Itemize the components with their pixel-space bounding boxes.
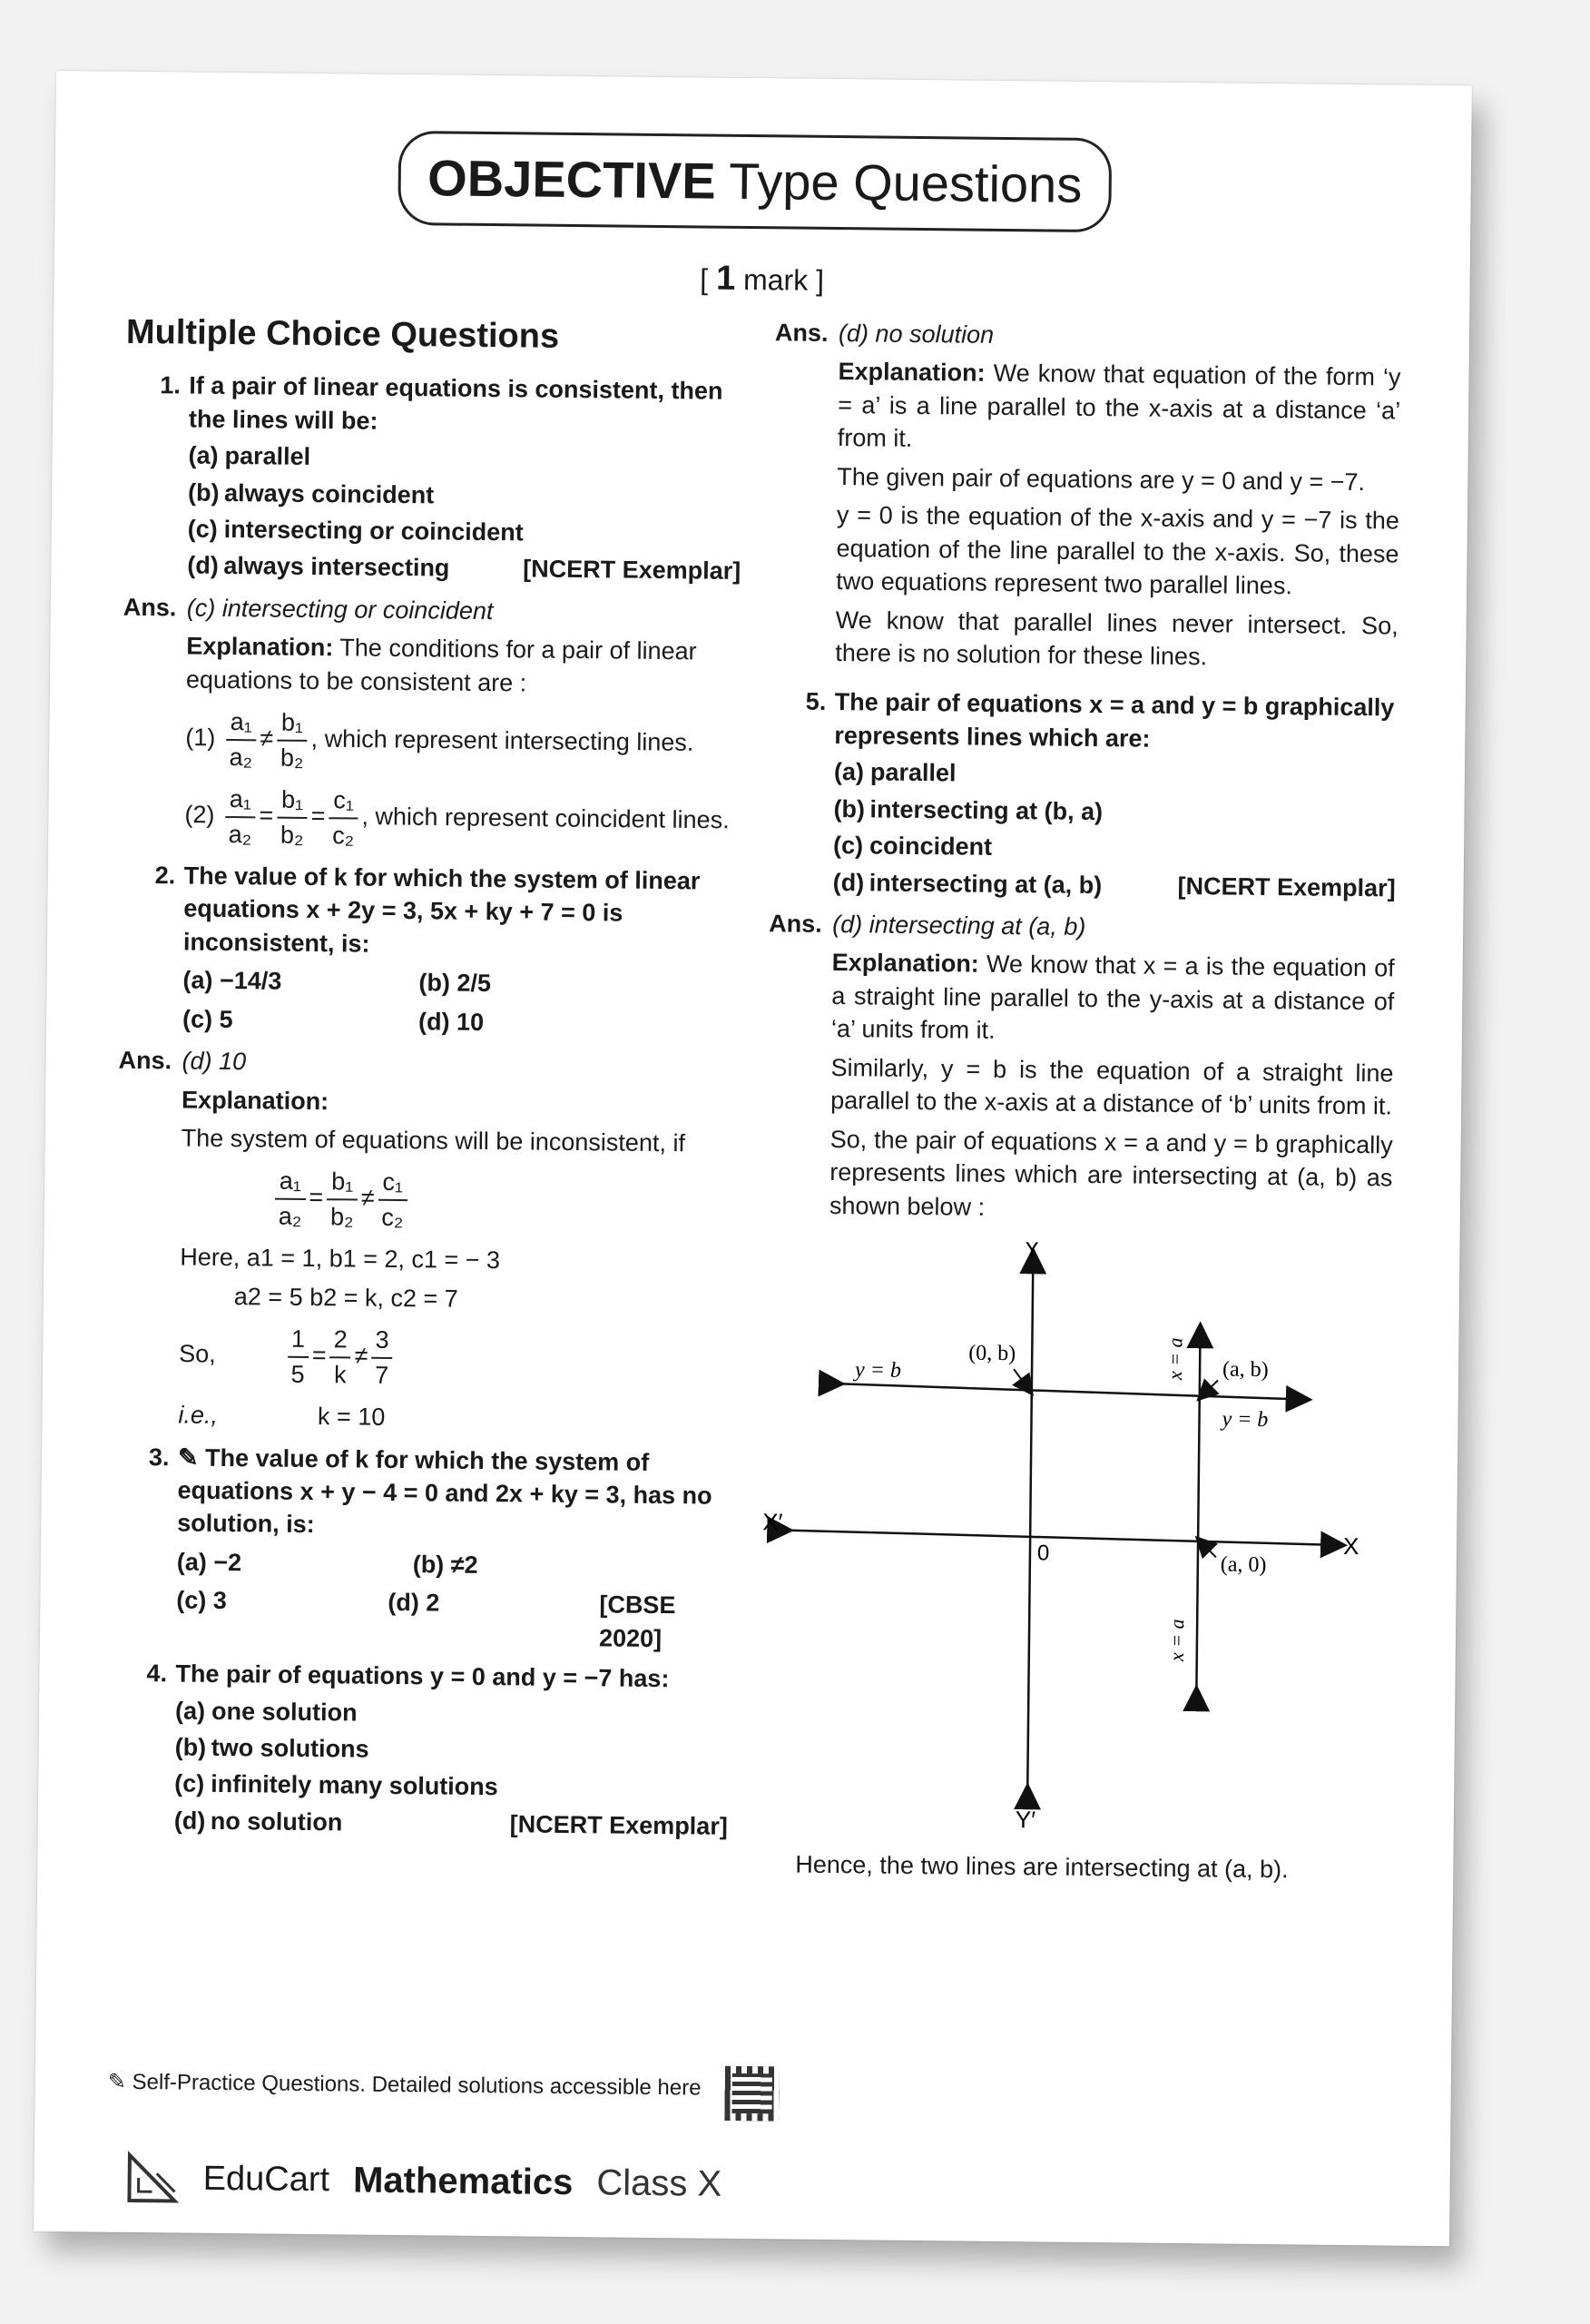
q4-option-a: (a) one solution (174, 1697, 358, 1727)
self-practice-icon: ✎ (177, 1443, 206, 1472)
label-ab: (a, b) (1222, 1357, 1269, 1383)
left-column (111, 310, 744, 1846)
explanation-5: Explanation: We know that x = a is the equation of a straight line parallel to the y-axis at a distance of ‘a’ units from it. (830, 949, 1395, 1045)
question-text: If a pair of linear equations is consistent, then the lines will be: (188, 371, 723, 435)
label-x-right: X (1342, 1531, 1359, 1561)
label-y-top: Y (1024, 1239, 1040, 1263)
q5-para-2: So, the pair of equations x = a and y = b graphically represents lines which are intersecting at (a, b) as shown below : (829, 1125, 1393, 1221)
here-values-1: Here, a1 = 1, b1 = 2, c1 = − 3 (180, 1243, 501, 1275)
explanation-1: Explanation: The conditions for a pair of linear equations to be consistent are : (185, 632, 697, 697)
answer-2: Ans. (d) 10 (118, 1046, 247, 1076)
answer-4: Ans. (d) no solution (774, 319, 995, 349)
condition-1: (1) $\frac{\text{a₁}}{\text{a₂}}$ ≠ $\frac{\text{b₁}}{\text{b₂}}$ , which represent intersecting lines. (185, 705, 740, 779)
explanation-2-text: The system of equations will be inconsistent, if (181, 1124, 686, 1157)
label-a0: (a, 0) (1220, 1552, 1267, 1577)
header-title-bold: OBJECTIVE (427, 149, 716, 210)
explanation-4: Explanation: We know that equation of the form ‘y = a’ is a line parallel to the x-axis at a distance ‘a’ from it. (837, 358, 1401, 453)
footnote: ✎ Self-Practice Questions. Detailed solutions accessible here (107, 2069, 702, 2101)
question-2: 2. The value of k for which the system of linear equations x + 2y = 3, 5x + ky + 7 = 0 is inconsistent, is: (154, 862, 701, 958)
label-yb-left: y = b (854, 1358, 902, 1383)
here-values-2: a2 = 5 b2 = k, c2 = 7 (233, 1282, 458, 1313)
marks-number: 1 (715, 259, 736, 298)
label-xa-top: x = a (1163, 1337, 1187, 1381)
q4-option-c: (c) infinitely many solutions (174, 1769, 498, 1801)
q4-para-3: We know that parallel lines never intersect. So, there is no solution for these lines. (835, 606, 1399, 671)
footer-class: Class X (596, 2162, 722, 2204)
explanation-2: Explanation: (181, 1086, 329, 1115)
option-c: (c) intersecting or coincident (187, 515, 524, 547)
page-footer (124, 2151, 721, 2211)
worksheet-page (34, 71, 1472, 2246)
option-b: (b) always coincident (187, 478, 435, 508)
q5-option-d: (d) intersecting at (a, b) [NCERT Exemplar] (832, 868, 1396, 902)
option-a: (a) parallel (188, 441, 311, 471)
label-x-left: X′ (762, 1508, 783, 1536)
q4-option-d: (d) no solution [NCERT Exemplar] (173, 1807, 728, 1840)
question-4: 4. The pair of equations y = 0 and y = −7 has: (146, 1659, 670, 1693)
label-y-bottom: Y′ (1015, 1806, 1036, 1834)
condition-2: (2) $\frac{\text{a₁}}{\text{a₂}}$ = $\frac{\text{b₁}}{\text{b₂}}$ = $\frac{\text{c₁}}{\text{c₂}}$ , which represent coincident lines. (184, 783, 739, 856)
x-axis (780, 1530, 1334, 1544)
section-title: Multiple Choice Questions (125, 312, 560, 356)
pointer-a0 (1202, 1543, 1216, 1557)
question-3: 3. ✎ The value of k for which the system of equations x + y − 4 = 0 and 2x + ky = 3, has no solution, is: (148, 1443, 712, 1539)
pointer-ab (1204, 1380, 1218, 1393)
footer-subject: Mathematics (352, 2160, 574, 2202)
inconsistency-condition: $\frac{\text{a₁}}{\text{a₂}}$ = $\frac{\text{b₁}}{\text{b₂}}$ ≠ $\frac{\text{c₁}}{\text{c₂}}$ (271, 1165, 735, 1237)
coordinate-graph (760, 1239, 1392, 1845)
educart-logo-icon (124, 2151, 180, 2206)
label-0b: (0, b) (968, 1341, 1016, 1366)
answer-5: Ans. (d) intersecting at (a, b) (769, 910, 1086, 940)
section-header (398, 131, 1112, 232)
q4-option-b: (b) two solutions (174, 1733, 369, 1763)
q2-options-ab: (a) −14/3 (b) 2/5 (182, 966, 492, 998)
pointer-0b (1014, 1369, 1027, 1387)
line-x-equals-a (1196, 1334, 1200, 1698)
q5-option-b: (b) intersecting at (b, a) (833, 794, 1104, 825)
qr-code (724, 2066, 780, 2122)
option-d: (d) always intersecting [NCERT Exemplar] (187, 549, 741, 588)
answer-1: Ans. (c) intersecting or coincident (123, 593, 494, 625)
graph-svg (760, 1239, 1392, 1845)
q5-option-a: (a) parallel (833, 758, 957, 787)
marks-indicator: [ 1 mark ] (700, 259, 825, 298)
y-axis (1027, 1260, 1033, 1796)
label-yb-right: y = b (1222, 1407, 1269, 1433)
brand-name: EduCart (202, 2159, 330, 2199)
question-number: 1. (160, 371, 182, 399)
ie-step: i.e., k = 10 (178, 1401, 386, 1431)
header-title-rest: Type Questions (728, 152, 1083, 213)
q5-conclusion: Hence, the two lines are intersecting at (a, b). (795, 1850, 1289, 1884)
q5-para-1: Similarly, y = b is the equation of a straight line parallel to the x-axis at a distance of ‘b’ units from it. (830, 1053, 1394, 1120)
q4-para-1: The given pair of equations are y = 0 and y = −7. (837, 462, 1366, 496)
label-xa-bottom: x = a (1164, 1619, 1189, 1662)
marks-word: mark (742, 262, 809, 297)
source-tag: [NCERT Exemplar] (523, 555, 741, 586)
right-column (759, 316, 1401, 1887)
so-step: So, $\frac{1}{5}$ = $\frac{2}{k}$ ≠ $\frac{3}{7}$ (179, 1322, 733, 1395)
q5-option-c: (c) coincident (832, 832, 993, 861)
q3-options-ab: (a) −2 (b) ≠2 (176, 1548, 478, 1579)
question-5: 5. The pair of equations x = a and y = b graphically represents lines which are: (805, 688, 1395, 753)
q4-para-2: y = 0 is the equation of the x-axis and y = −7 is the equation of the line parallel to the x-axis. So, these two equations represent two parallel lines. (836, 501, 1400, 600)
question-1 (125, 369, 743, 441)
line-y-equals-b (832, 1384, 1300, 1399)
label-origin: 0 (1036, 1541, 1050, 1566)
self-practice-icon: ✎ (107, 2069, 132, 2094)
q3-options-cd: (c) 3 (d) 2 [CBSE 2020] (176, 1586, 676, 1652)
q2-options-cd: (c) 5 (d) 10 (182, 1005, 485, 1036)
